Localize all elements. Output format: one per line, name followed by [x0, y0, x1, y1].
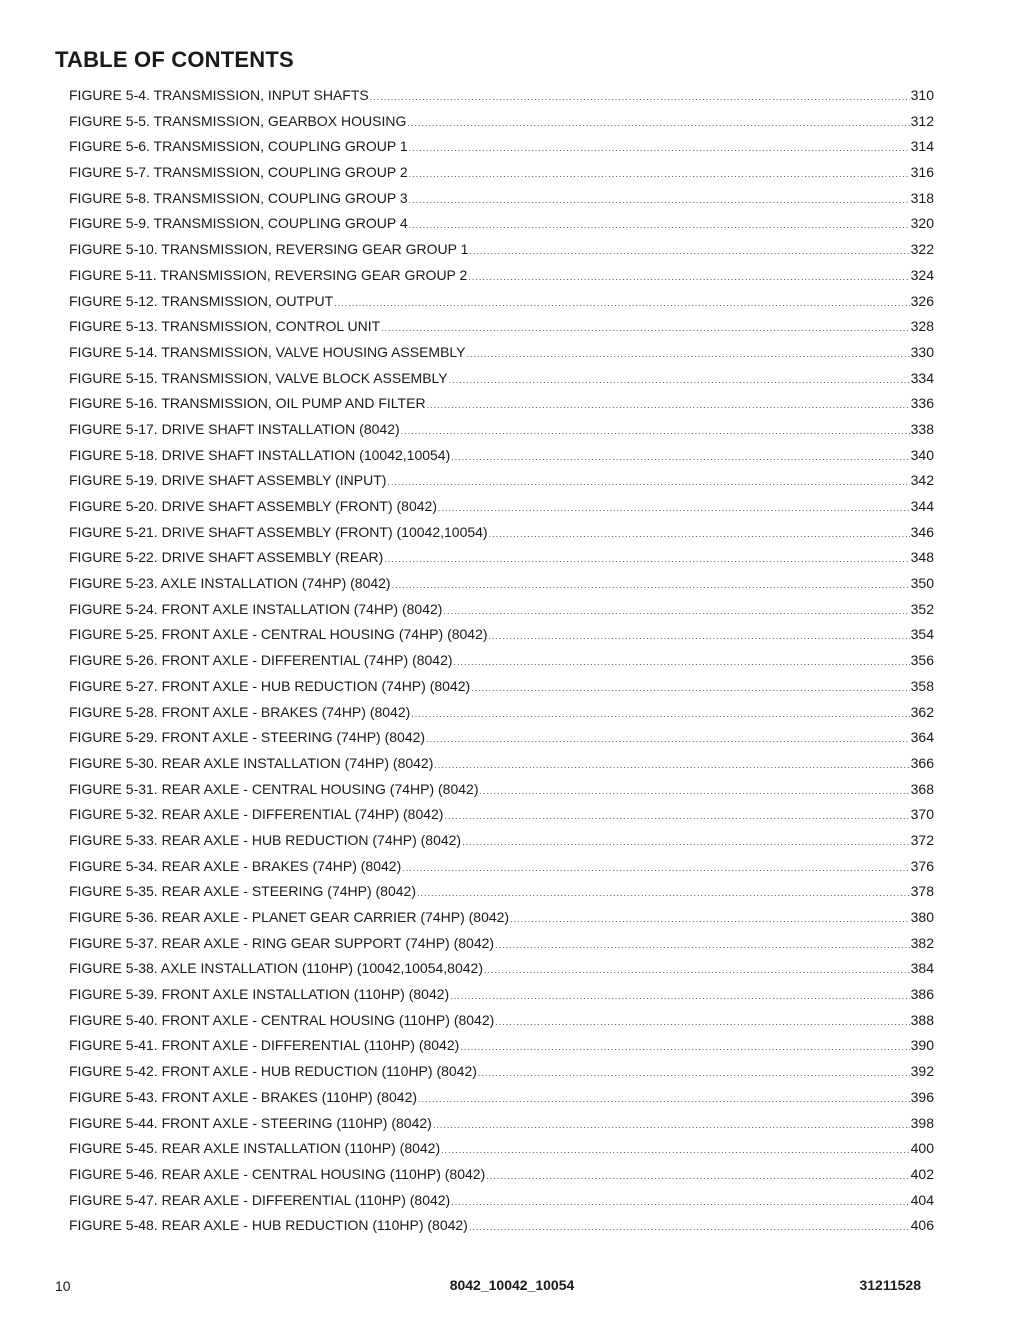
toc-entry[interactable] [69, 832, 934, 858]
toc-entry-page: 364 [910, 729, 934, 746]
dot-leader [479, 786, 909, 796]
toc-entry[interactable] [69, 215, 934, 241]
toc-entry-page: 358 [910, 677, 934, 694]
toc-entry[interactable] [69, 626, 934, 652]
toc-entry-label: FIGURE 5-17. DRIVE SHAFT INSTALLATION (8042) [69, 420, 400, 437]
toc-entry[interactable] [69, 87, 934, 113]
toc-entry-label: FIGURE 5-37. REAR AXLE - RING GEAR SUPPORT (74HP) (8042) [69, 934, 495, 951]
toc-entry-page: 338 [910, 420, 934, 437]
toc-entry-label: FIGURE 5-12. TRANSMISSION, OUTPUT [69, 292, 334, 309]
toc-entry-label: FIGURE 5-24. FRONT AXLE INSTALLATION (74HP) (8042) [69, 600, 443, 617]
toc-entry-page: 318 [910, 189, 934, 206]
toc-entry-page: 324 [910, 266, 934, 283]
footer-page-number: 10 [55, 1278, 71, 1294]
toc-entry-page: 382 [910, 934, 934, 951]
toc-entry-label: FIGURE 5-26. FRONT AXLE - DIFFERENTIAL (74HP) (8042) [69, 652, 453, 669]
dot-leader [510, 914, 910, 924]
dot-leader [451, 452, 909, 462]
toc-entry-label: FIGURE 5-21. DRIVE SHAFT ASSEMBLY (FRONT) (10042,10054) [69, 523, 488, 540]
toc-entry-page: 368 [910, 780, 934, 797]
toc-entry-page: 336 [910, 395, 934, 412]
toc-entry[interactable] [69, 986, 934, 1012]
toc-entry-label: FIGURE 5-39. FRONT AXLE INSTALLATION (110HP) (8042) [69, 986, 450, 1003]
toc-entry-page: 340 [910, 446, 934, 463]
toc-entry-page: 316 [910, 164, 934, 181]
toc-entry-label: FIGURE 5-4. TRANSMISSION, INPUT SHAFTS [69, 87, 369, 103]
toc-entry-page: 354 [910, 626, 934, 643]
toc-entry-label: FIGURE 5-34. REAR AXLE - BRAKES (74HP) (8042) [69, 857, 402, 874]
dot-leader [402, 863, 909, 873]
toc-entry-label: FIGURE 5-9. TRANSMISSION, COUPLING GROUP 4 [69, 215, 408, 232]
toc-entry-label: FIGURE 5-7. TRANSMISSION, COUPLING GROUP 2 [69, 164, 408, 181]
toc-entry-label: FIGURE 5-14. TRANSMISSION, VALVE HOUSING ASSEMBLY [69, 343, 466, 360]
dot-leader [334, 298, 909, 308]
toc-entry-page: 352 [910, 600, 934, 617]
dot-leader [489, 529, 910, 539]
dot-leader [427, 400, 910, 410]
toc-entry-page: 362 [910, 703, 934, 720]
toc-entry-page: 310 [910, 87, 934, 103]
toc-list [69, 87, 934, 1243]
toc-entry[interactable] [69, 370, 934, 396]
toc-entry-label: FIGURE 5-13. TRANSMISSION, CONTROL UNIT [69, 318, 381, 335]
toc-entry[interactable] [69, 138, 934, 164]
toc-entry-label: FIGURE 5-5. TRANSMISSION, GEARBOX HOUSING [69, 112, 407, 129]
toc-entry-page: 320 [910, 215, 934, 232]
toc-entry-page: 346 [910, 523, 934, 540]
toc-entry[interactable] [69, 267, 934, 293]
toc-entry-label: FIGURE 5-46. REAR AXLE - CENTRAL HOUSING (110HP) (8042) [69, 1165, 486, 1182]
toc-entry-label: FIGURE 5-6. TRANSMISSION, COUPLING GROUP 1 [69, 138, 408, 155]
toc-entry[interactable] [69, 960, 934, 986]
toc-entry-page: 326 [910, 292, 934, 309]
footer-model-number: 8042_10042_10054 [449, 1277, 575, 1293]
toc-entry-label: FIGURE 5-31. REAR AXLE - CENTRAL HOUSING (74HP) (8042) [69, 780, 479, 797]
dot-leader [495, 940, 910, 950]
toc-entry[interactable] [69, 113, 934, 139]
footer-document-number: 31211528 [859, 1277, 921, 1293]
toc-entry-page: 366 [910, 754, 934, 771]
toc-entry[interactable] [69, 1140, 934, 1166]
toc-entry-page: 378 [910, 883, 934, 900]
toc-entry[interactable] [69, 729, 934, 755]
toc-entry-page: 392 [910, 1063, 934, 1080]
toc-entry[interactable] [69, 601, 934, 627]
toc-entry-label: FIGURE 5-32. REAR AXLE - DIFFERENTIAL (74HP) (8042) [69, 806, 444, 823]
toc-entry-label: FIGURE 5-19. DRIVE SHAFT ASSEMBLY (INPUT) [69, 472, 387, 489]
toc-entry-page: 398 [910, 1114, 934, 1131]
dot-leader [460, 1042, 909, 1052]
toc-entry-label: FIGURE 5-40. FRONT AXLE - CENTRAL HOUSING (110HP) (8042) [69, 1011, 495, 1028]
dot-leader [484, 965, 910, 975]
dot-leader [434, 760, 909, 770]
toc-entry-label: FIGURE 5-36. REAR AXLE - PLANET GEAR CARRIER (74HP) (8042) [69, 909, 510, 925]
toc-entry-label: FIGURE 5-11. TRANSMISSION, REVERSING GEAR GROUP 2 [69, 266, 468, 283]
dot-leader [469, 1222, 910, 1232]
dot-leader [433, 1120, 910, 1130]
dot-leader [409, 195, 910, 205]
dot-leader [409, 169, 910, 179]
dot-leader [454, 657, 910, 667]
toc-entry[interactable] [69, 883, 934, 909]
toc-entry-label: FIGURE 5-27. FRONT AXLE - HUB REDUCTION (74HP) (8042) [69, 677, 471, 694]
toc-entry-page: 328 [910, 318, 934, 335]
dot-leader [409, 143, 910, 153]
dot-leader [478, 1068, 910, 1078]
toc-entry[interactable] [69, 1063, 934, 1089]
toc-entry[interactable] [69, 293, 934, 319]
toc-entry[interactable] [69, 395, 934, 421]
toc-entry-page: 314 [910, 138, 934, 155]
toc-entry[interactable] [69, 241, 934, 267]
toc-entry[interactable] [69, 1089, 934, 1115]
toc-entry[interactable] [69, 190, 934, 216]
dot-leader [450, 991, 909, 1001]
toc-entry[interactable] [69, 1012, 934, 1038]
dot-leader [495, 1017, 909, 1027]
dot-leader [469, 246, 909, 256]
toc-entry-label: FIGURE 5-42. FRONT AXLE - HUB REDUCTION (110HP) (8042) [69, 1063, 477, 1080]
toc-entry-page: 372 [910, 831, 934, 848]
toc-entry-page: 386 [910, 986, 934, 1003]
toc-entry[interactable] [69, 1166, 934, 1192]
dot-leader [489, 631, 910, 641]
dot-leader [418, 1094, 910, 1104]
toc-entry-page: 370 [910, 806, 934, 823]
toc-entry-page: 400 [910, 1140, 934, 1157]
toc-entry[interactable] [69, 421, 934, 447]
dot-leader [449, 375, 910, 385]
toc-entry[interactable] [69, 549, 934, 575]
toc-entry-page: 380 [910, 909, 934, 925]
toc-entry[interactable] [69, 498, 934, 524]
dot-leader [387, 477, 909, 487]
dot-leader [462, 837, 910, 847]
toc-entry-label: FIGURE 5-33. REAR AXLE - HUB REDUCTION (74HP) (8042) [69, 831, 462, 848]
toc-entry-page: 330 [910, 343, 934, 360]
toc-entry-label: FIGURE 5-30. REAR AXLE INSTALLATION (74HP) (8042) [69, 754, 434, 771]
toc-entry-label: FIGURE 5-47. REAR AXLE - DIFFERENTIAL (110HP) (8042) [69, 1191, 451, 1208]
toc-entry-label: FIGURE 5-18. DRIVE SHAFT INSTALLATION (10042,10054) [69, 446, 451, 463]
toc-entry-label: FIGURE 5-8. TRANSMISSION, COUPLING GROUP 3 [69, 189, 408, 206]
dot-leader [381, 323, 909, 333]
dot-leader [468, 272, 909, 282]
dot-leader [438, 503, 910, 513]
toc-entry-page: 396 [910, 1088, 934, 1105]
toc-entry-label: FIGURE 5-45. REAR AXLE INSTALLATION (110HP) (8042) [69, 1140, 441, 1157]
toc-entry-label: FIGURE 5-35. REAR AXLE - STEERING (74HP) (8042) [69, 883, 416, 900]
toc-entry-page: 322 [910, 241, 934, 258]
toc-entry-label: FIGURE 5-48. REAR AXLE - HUB REDUCTION (110HP) (8042) [69, 1217, 468, 1234]
toc-entry[interactable] [69, 344, 934, 370]
dot-leader [444, 811, 909, 821]
toc-entry-page: 342 [910, 472, 934, 489]
dot-leader [451, 1197, 909, 1207]
toc-entry[interactable] [69, 935, 934, 961]
toc-entry[interactable] [69, 652, 934, 678]
dot-leader [411, 709, 909, 719]
toc-entry-label: FIGURE 5-23. AXLE INSTALLATION (74HP) (8042) [69, 575, 391, 592]
dot-leader [392, 580, 910, 590]
dot-leader [401, 426, 910, 436]
dot-leader [443, 606, 909, 616]
toc-entry[interactable] [69, 524, 934, 550]
toc-entry[interactable] [69, 755, 934, 781]
toc-entry-label: FIGURE 5-38. AXLE INSTALLATION (110HP) (10042,10054,8042) [69, 960, 483, 977]
toc-entry-page: 376 [910, 857, 934, 874]
toc-entry[interactable] [69, 806, 934, 832]
toc-entry[interactable] [69, 575, 934, 601]
toc-entry[interactable] [69, 472, 934, 498]
dot-leader [486, 1171, 909, 1181]
toc-entry-label: FIGURE 5-25. FRONT AXLE - CENTRAL HOUSING (74HP) (8042) [69, 626, 488, 643]
dot-leader [441, 1145, 910, 1155]
toc-entry[interactable] [69, 858, 934, 884]
toc-entry-label: FIGURE 5-15. TRANSMISSION, VALVE BLOCK ASSEMBLY [69, 369, 448, 386]
toc-entry-label: FIGURE 5-16. TRANSMISSION, OIL PUMP AND FILTER [69, 395, 426, 412]
dot-leader [384, 554, 909, 564]
dot-leader [471, 683, 909, 693]
toc-entry-page: 312 [910, 112, 934, 129]
toc-entry-page: 404 [910, 1191, 934, 1208]
toc-entry-page: 384 [910, 960, 934, 977]
toc-entry-label: FIGURE 5-44. FRONT AXLE - STEERING (110HP) (8042) [69, 1114, 432, 1131]
toc-entry[interactable] [69, 164, 934, 190]
toc-entry[interactable] [69, 909, 934, 935]
toc-entry-page: 388 [910, 1011, 934, 1028]
toc-entry-label: FIGURE 5-20. DRIVE SHAFT ASSEMBLY (FRONT) (8042) [69, 498, 437, 514]
toc-entry[interactable] [69, 318, 934, 344]
dot-leader [409, 220, 910, 230]
toc-entry-page: 348 [910, 549, 934, 566]
dot-leader [370, 92, 910, 102]
toc-entry[interactable] [69, 1037, 934, 1063]
dot-leader [426, 734, 910, 744]
toc-entry-page: 406 [910, 1217, 934, 1234]
toc-entry[interactable] [69, 781, 934, 807]
toc-entry[interactable] [69, 678, 934, 704]
toc-entry-label: FIGURE 5-22. DRIVE SHAFT ASSEMBLY (REAR) [69, 549, 384, 566]
dot-leader [407, 118, 909, 128]
toc-entry-page: 344 [910, 498, 934, 514]
toc-entry[interactable] [69, 1192, 934, 1218]
toc-entry-page: 350 [910, 575, 934, 592]
toc-entry[interactable] [69, 1115, 934, 1141]
toc-entry[interactable] [69, 1217, 934, 1243]
toc-entry[interactable] [69, 447, 934, 473]
toc-entry-page: 390 [910, 1037, 934, 1054]
toc-entry[interactable] [69, 704, 934, 730]
page-title: TABLE OF CONTENTS [55, 47, 294, 72]
toc-entry-page: 356 [910, 652, 934, 669]
toc-entry-label: FIGURE 5-10. TRANSMISSION, REVERSING GEAR GROUP 1 [69, 241, 469, 258]
toc-entry-label: FIGURE 5-43. FRONT AXLE - BRAKES (110HP) (8042) [69, 1088, 418, 1105]
toc-entry-label: FIGURE 5-41. FRONT AXLE - DIFFERENTIAL (110HP) (8042) [69, 1037, 460, 1054]
toc-entry-page: 402 [910, 1165, 934, 1182]
toc-entry-page: 334 [910, 369, 934, 386]
dot-leader [467, 349, 910, 359]
toc-entry-label: FIGURE 5-28. FRONT AXLE - BRAKES (74HP) (8042) [69, 703, 411, 720]
toc-entry-label: FIGURE 5-29. FRONT AXLE - STEERING (74HP) (8042) [69, 729, 426, 746]
dot-leader [417, 888, 910, 898]
